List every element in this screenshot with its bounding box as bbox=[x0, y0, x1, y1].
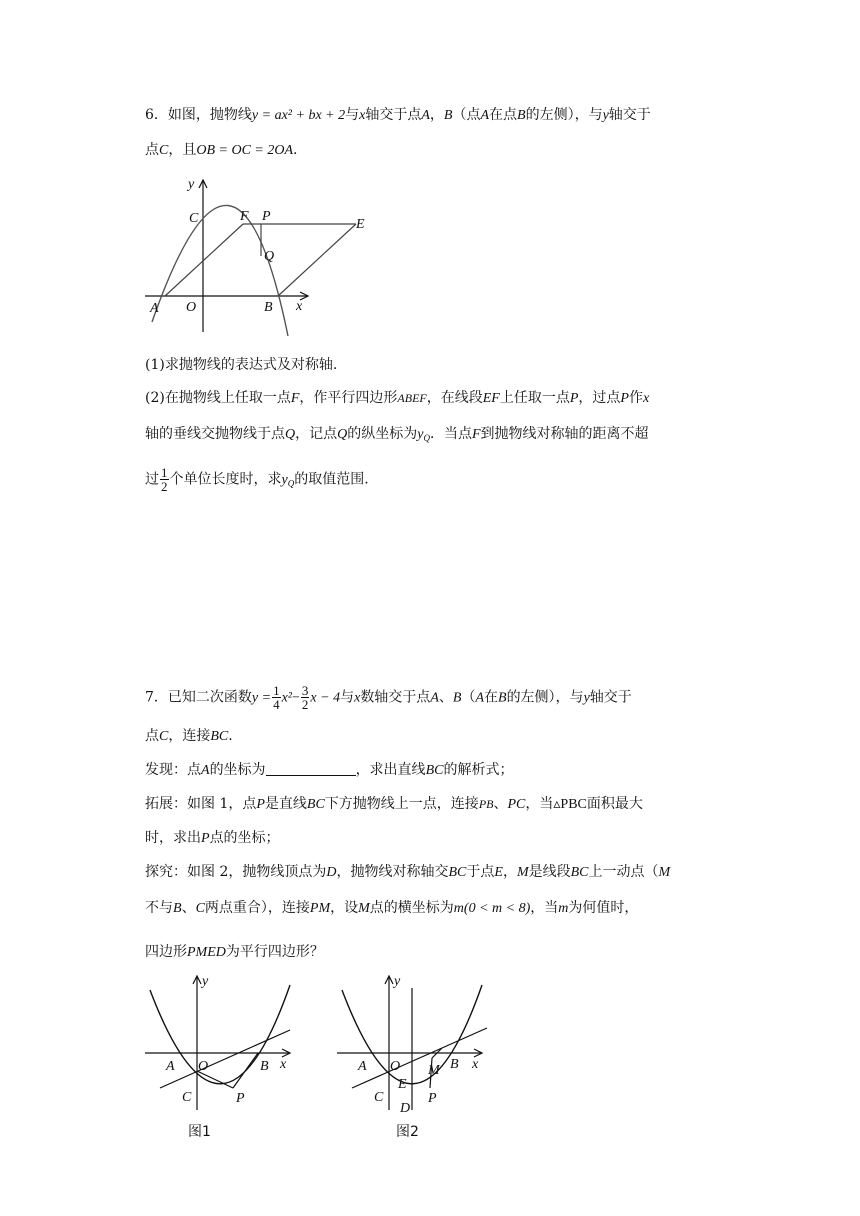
text-q6-figure-E: E bbox=[356, 217, 365, 232]
text-q6-figure-Q: Q bbox=[264, 249, 275, 264]
text-q7-l1_a: ．已知二次函数 bbox=[153, 689, 252, 706]
text-q7-tan2_f: 为何值时， bbox=[568, 900, 639, 916]
text-q6-yq: y bbox=[417, 427, 424, 442]
q7-line-2 bbox=[145, 726, 233, 747]
text-q7-BC: BC bbox=[306, 797, 325, 812]
text-q7-l1_rest: x − 4 bbox=[310, 690, 341, 706]
text-q7-y: y bbox=[583, 690, 590, 706]
text-q6-x: x bbox=[642, 391, 650, 406]
text-q7-dun: 、 bbox=[493, 796, 508, 812]
q6-sub2-line-1 bbox=[145, 388, 649, 409]
text-q7-tan2_c: ，设 bbox=[330, 900, 359, 916]
text-q6-Q: Q bbox=[337, 427, 348, 442]
text-q7-tan_d: ， bbox=[502, 864, 517, 880]
text-q6-sub2_l1_e: ，过点 bbox=[578, 390, 621, 406]
q7-tanjiu-1 bbox=[145, 862, 670, 883]
text-q7-tan2_e: ，当 bbox=[530, 900, 559, 916]
text-q6-figure-x: x bbox=[296, 299, 303, 314]
text-q7-tuo2_b: 点的坐标； bbox=[209, 830, 280, 846]
text-q7-f1d: 4 bbox=[273, 697, 280, 712]
text-q7-fig1-O: O bbox=[198, 1059, 209, 1074]
text-q7-B: B bbox=[498, 690, 507, 706]
text-q6-paren_a: （点 bbox=[452, 107, 481, 123]
text-q7-P: P bbox=[201, 831, 210, 846]
text-q7-fig2-E: E bbox=[398, 1077, 407, 1092]
q7-faxian bbox=[145, 760, 513, 781]
text-q7-tan3_a: 四边形 bbox=[145, 944, 187, 960]
text-q7-C: C bbox=[159, 729, 169, 744]
text-q7-fig1-y: y bbox=[202, 974, 209, 989]
text-q7-BC: BC bbox=[448, 865, 467, 880]
text-q7-A: A bbox=[201, 763, 210, 778]
text-q6-half_num: 1 bbox=[161, 465, 168, 480]
text-q6-sub1: (1)求抛物线的表达式及对称轴. bbox=[145, 357, 338, 373]
text-q7-tan_a: 探究：如图 2，抛物线顶点为 bbox=[145, 864, 327, 880]
q7-tanjiu-3 bbox=[145, 942, 324, 963]
q6-condition: OB = OC = 2OA bbox=[196, 143, 294, 158]
text-q7-BC: BC bbox=[570, 865, 589, 880]
text-q7-tuo_b: 是直线 bbox=[264, 796, 307, 812]
q6-figure bbox=[140, 172, 380, 342]
text-q7-tuo_e: 面积最大 bbox=[586, 796, 643, 812]
text-q6-line1_c: 轴交于点 bbox=[365, 107, 422, 123]
text-q7-f2n: 3 bbox=[301, 683, 309, 698]
text-q6-figure-O: O bbox=[186, 300, 197, 315]
text-q6-sub2_l1_f: 作 bbox=[628, 390, 643, 406]
text-q7-tan_c: 于点 bbox=[466, 864, 495, 880]
text-q6-sub2_l2_b: ，记点 bbox=[295, 426, 338, 442]
text-q6-qsub: Q bbox=[287, 478, 295, 489]
text-q7-BC: BC bbox=[210, 729, 229, 744]
text-q7-tuo2_a: 时，求出 bbox=[145, 830, 201, 846]
text-q7-M: M bbox=[516, 865, 529, 880]
text-q7-fig2-C: C bbox=[374, 1090, 384, 1105]
text-q7-fig2-M: M bbox=[428, 1063, 440, 1078]
text-q6-figure-y: y bbox=[188, 177, 195, 192]
text-q7-fig2-y: y bbox=[394, 974, 401, 989]
text-q7-fig2-caption: 图2 bbox=[396, 1124, 419, 1140]
text-q6-A: A bbox=[421, 108, 430, 123]
text-q7-tuo_c: 下方抛物线上一点，连接 bbox=[324, 796, 479, 812]
text-q7-A: A bbox=[475, 690, 484, 706]
text-q7-mrange: m(0 < m < 8) bbox=[453, 901, 531, 916]
text-q7-PMED: PMED bbox=[187, 945, 226, 960]
text-q7-fig1-B: B bbox=[260, 1059, 269, 1074]
fraction-half bbox=[160, 466, 169, 493]
text-q7-tan_b: ，抛物线对称轴交 bbox=[336, 864, 449, 880]
q6-sub2-line-2 bbox=[145, 424, 649, 448]
text-q7-fig2-P: P bbox=[428, 1091, 437, 1106]
text-q7-tan2_a: 不与 bbox=[145, 900, 173, 916]
text-q7-PC: PC bbox=[507, 797, 526, 812]
text-q7-dun: 、 bbox=[181, 900, 196, 916]
text-q7-A: A bbox=[430, 690, 439, 706]
text-q7-C: C bbox=[195, 901, 205, 916]
text-q6-yq: y bbox=[281, 472, 288, 488]
text-q6-sub2_l2_d: ．当点 bbox=[429, 426, 472, 442]
text-q6-C: C bbox=[159, 143, 169, 158]
text-q7-faxian_d: 的解析式； bbox=[443, 762, 514, 778]
q6-line-1 bbox=[145, 105, 651, 126]
q6-sub2-line-3 bbox=[145, 466, 369, 494]
text-q7-tan2_b: 两点重合），连接 bbox=[204, 900, 310, 916]
text-q6-qsub: Q bbox=[423, 433, 430, 443]
text-q7-l2_b: ，连接 bbox=[168, 728, 211, 744]
text-q7-PB: PB bbox=[478, 797, 494, 811]
text-q6-paren_b: 的左侧），与 bbox=[525, 107, 603, 123]
text-q6-sub2_l1_b: ，作平行四边形 bbox=[299, 390, 398, 406]
text-q7-l1_d: （ bbox=[461, 689, 476, 706]
text-q6-abef: ABEF bbox=[397, 391, 427, 405]
text-q7-fig1-C: C bbox=[182, 1090, 192, 1105]
text-q6-y: y bbox=[602, 108, 609, 123]
text-q7-tan_f: 上一动点（ bbox=[588, 864, 659, 880]
text-q7-tan3_b: 为平行四边形？ bbox=[225, 944, 324, 960]
text-q7-tuo_d: ，当 bbox=[525, 796, 554, 812]
q7-tanjiu-2 bbox=[145, 898, 638, 919]
text-q7-l2_c: . bbox=[228, 728, 233, 744]
text-q6-x: x bbox=[359, 108, 366, 123]
q6-line-2 bbox=[145, 140, 297, 161]
text-q6-sub2_l2_c: 的纵坐标为 bbox=[347, 426, 418, 442]
text-q7-x: x bbox=[354, 690, 361, 706]
text-q6-figure-B: B bbox=[264, 300, 273, 315]
text-q7-faxian_b: 的坐标为 bbox=[209, 762, 266, 778]
text-q6-figure-C: C bbox=[189, 211, 199, 226]
text-q6-F: F bbox=[471, 427, 481, 442]
text-q7-fig1-A: A bbox=[166, 1059, 175, 1074]
text-q7-l1_b: 与 bbox=[340, 689, 355, 706]
text-q6-sub2_l1_a: (2)在抛物线上任取一点 bbox=[145, 390, 291, 406]
text-q7-l1_e: 在 bbox=[484, 689, 498, 706]
text-q7-m: m bbox=[558, 901, 569, 916]
text-q7-tri: ▵PBC bbox=[553, 797, 587, 812]
q7-tuozhan-1 bbox=[145, 794, 643, 815]
text-q7-tan_e: 是线段 bbox=[528, 864, 571, 880]
text-q7-l1_g: 轴交于 bbox=[589, 689, 632, 706]
text-q7-f2d: 2 bbox=[301, 697, 309, 712]
answer-blank[interactable] bbox=[266, 761, 356, 776]
text-q7-M: M bbox=[358, 901, 370, 916]
text-q7-fig2-A: A bbox=[358, 1059, 367, 1074]
text-q6-ef: EF bbox=[482, 391, 500, 406]
text-q6-in_b: 在点 bbox=[489, 107, 518, 123]
text-q7-M: M bbox=[658, 865, 671, 880]
text-q7-fig2-B: B bbox=[450, 1057, 459, 1072]
text-q6-line1_d: 轴交于 bbox=[608, 107, 651, 123]
text-q6-line1_a: ．如图，抛物线 bbox=[153, 107, 252, 123]
text-q7-l1_f: 的左侧），与 bbox=[506, 689, 584, 706]
text-q7-PM: PM bbox=[309, 901, 331, 916]
q6-equation: y = ax² + bx + 2 bbox=[251, 108, 346, 123]
text-q7-faxian_a: 发现：点 bbox=[145, 762, 201, 778]
text-q6-B: B bbox=[443, 108, 453, 123]
text-q7-x2: x² bbox=[281, 690, 293, 706]
text-q7-l1_y: y = bbox=[251, 690, 272, 706]
q7-number: 7 bbox=[145, 689, 154, 706]
text-q7-E: E bbox=[494, 865, 503, 880]
text-q6-period: . bbox=[293, 142, 298, 158]
text-q7-D: D bbox=[326, 865, 337, 880]
q6-sub1 bbox=[145, 355, 337, 375]
text-q6-figure-A: A bbox=[150, 301, 159, 316]
text-q7-l2_a: 点 bbox=[145, 728, 159, 744]
text-q7-fig2-O: O bbox=[390, 1059, 401, 1074]
text-q7-faxian_c: ，求出直线 bbox=[355, 762, 426, 778]
text-q6-Q: Q bbox=[285, 427, 296, 442]
text-q7-fig1-x: x bbox=[280, 1057, 287, 1072]
text-q6-half_den: 2 bbox=[161, 479, 168, 494]
text-q6-line2_b: ，且 bbox=[168, 142, 197, 158]
text-q6-sub2_l1_d: 上任取一点 bbox=[499, 390, 570, 406]
text-q7-fig2-x: x bbox=[472, 1057, 479, 1072]
q6-number: 6 bbox=[145, 107, 154, 123]
q7-line-1 bbox=[145, 684, 632, 711]
text-q6-P: P bbox=[620, 391, 629, 406]
q7-tuozhan-2 bbox=[145, 828, 280, 849]
text-q6-F: F bbox=[290, 391, 300, 406]
text-q6-sub2_l3_b: 个单位长度时，求 bbox=[169, 471, 282, 488]
text-q6-line2_a: 点 bbox=[145, 142, 159, 158]
text-q7-tan2_d: 点的横坐标为 bbox=[369, 900, 454, 916]
text-q6-sub2_l2_a: 轴的垂线交抛物线于点 bbox=[145, 426, 285, 442]
text-q6-P: P bbox=[569, 391, 579, 406]
text-q7-l1_c: 数轴交于点 bbox=[360, 689, 431, 706]
text-q6-sub2_l3_a: 过 bbox=[145, 471, 159, 488]
text-q7-fig2-D: D bbox=[400, 1101, 411, 1116]
text-q6-A: A bbox=[480, 108, 490, 123]
text-q7-BC: BC bbox=[425, 763, 444, 778]
text-q7-f1n: 1 bbox=[273, 683, 280, 698]
text-q7-fig1-caption: 图1 bbox=[188, 1124, 211, 1140]
text-q7-fig1-P: P bbox=[236, 1091, 245, 1106]
q7-figure-2 bbox=[332, 970, 502, 1145]
text-q7-P: P bbox=[256, 797, 265, 812]
text-q6-B: B bbox=[517, 108, 526, 123]
text-q6-sub2_l2_e: 到抛物线对称轴的距离不超 bbox=[480, 426, 649, 442]
q7-figure-1 bbox=[140, 970, 310, 1145]
text-q7-B: B bbox=[452, 690, 462, 706]
text-q6-line1_b: 与 bbox=[345, 107, 360, 123]
text-q6-figure-F: F bbox=[240, 209, 249, 224]
text-q6-figure-P: P bbox=[262, 209, 271, 224]
text-q6-sub2_l1_c: ，在线段 bbox=[426, 390, 483, 406]
text-q6-comma: ， bbox=[429, 107, 444, 123]
text-q6-sub2_l3_c: 的取值范围. bbox=[294, 471, 369, 488]
text-q7-minus: − bbox=[292, 690, 300, 706]
text-q7-B: B bbox=[173, 901, 182, 916]
text-q7-tuo_a: 拓展：如图 1，点 bbox=[145, 796, 257, 812]
text-q7-dun: 、 bbox=[438, 689, 453, 706]
